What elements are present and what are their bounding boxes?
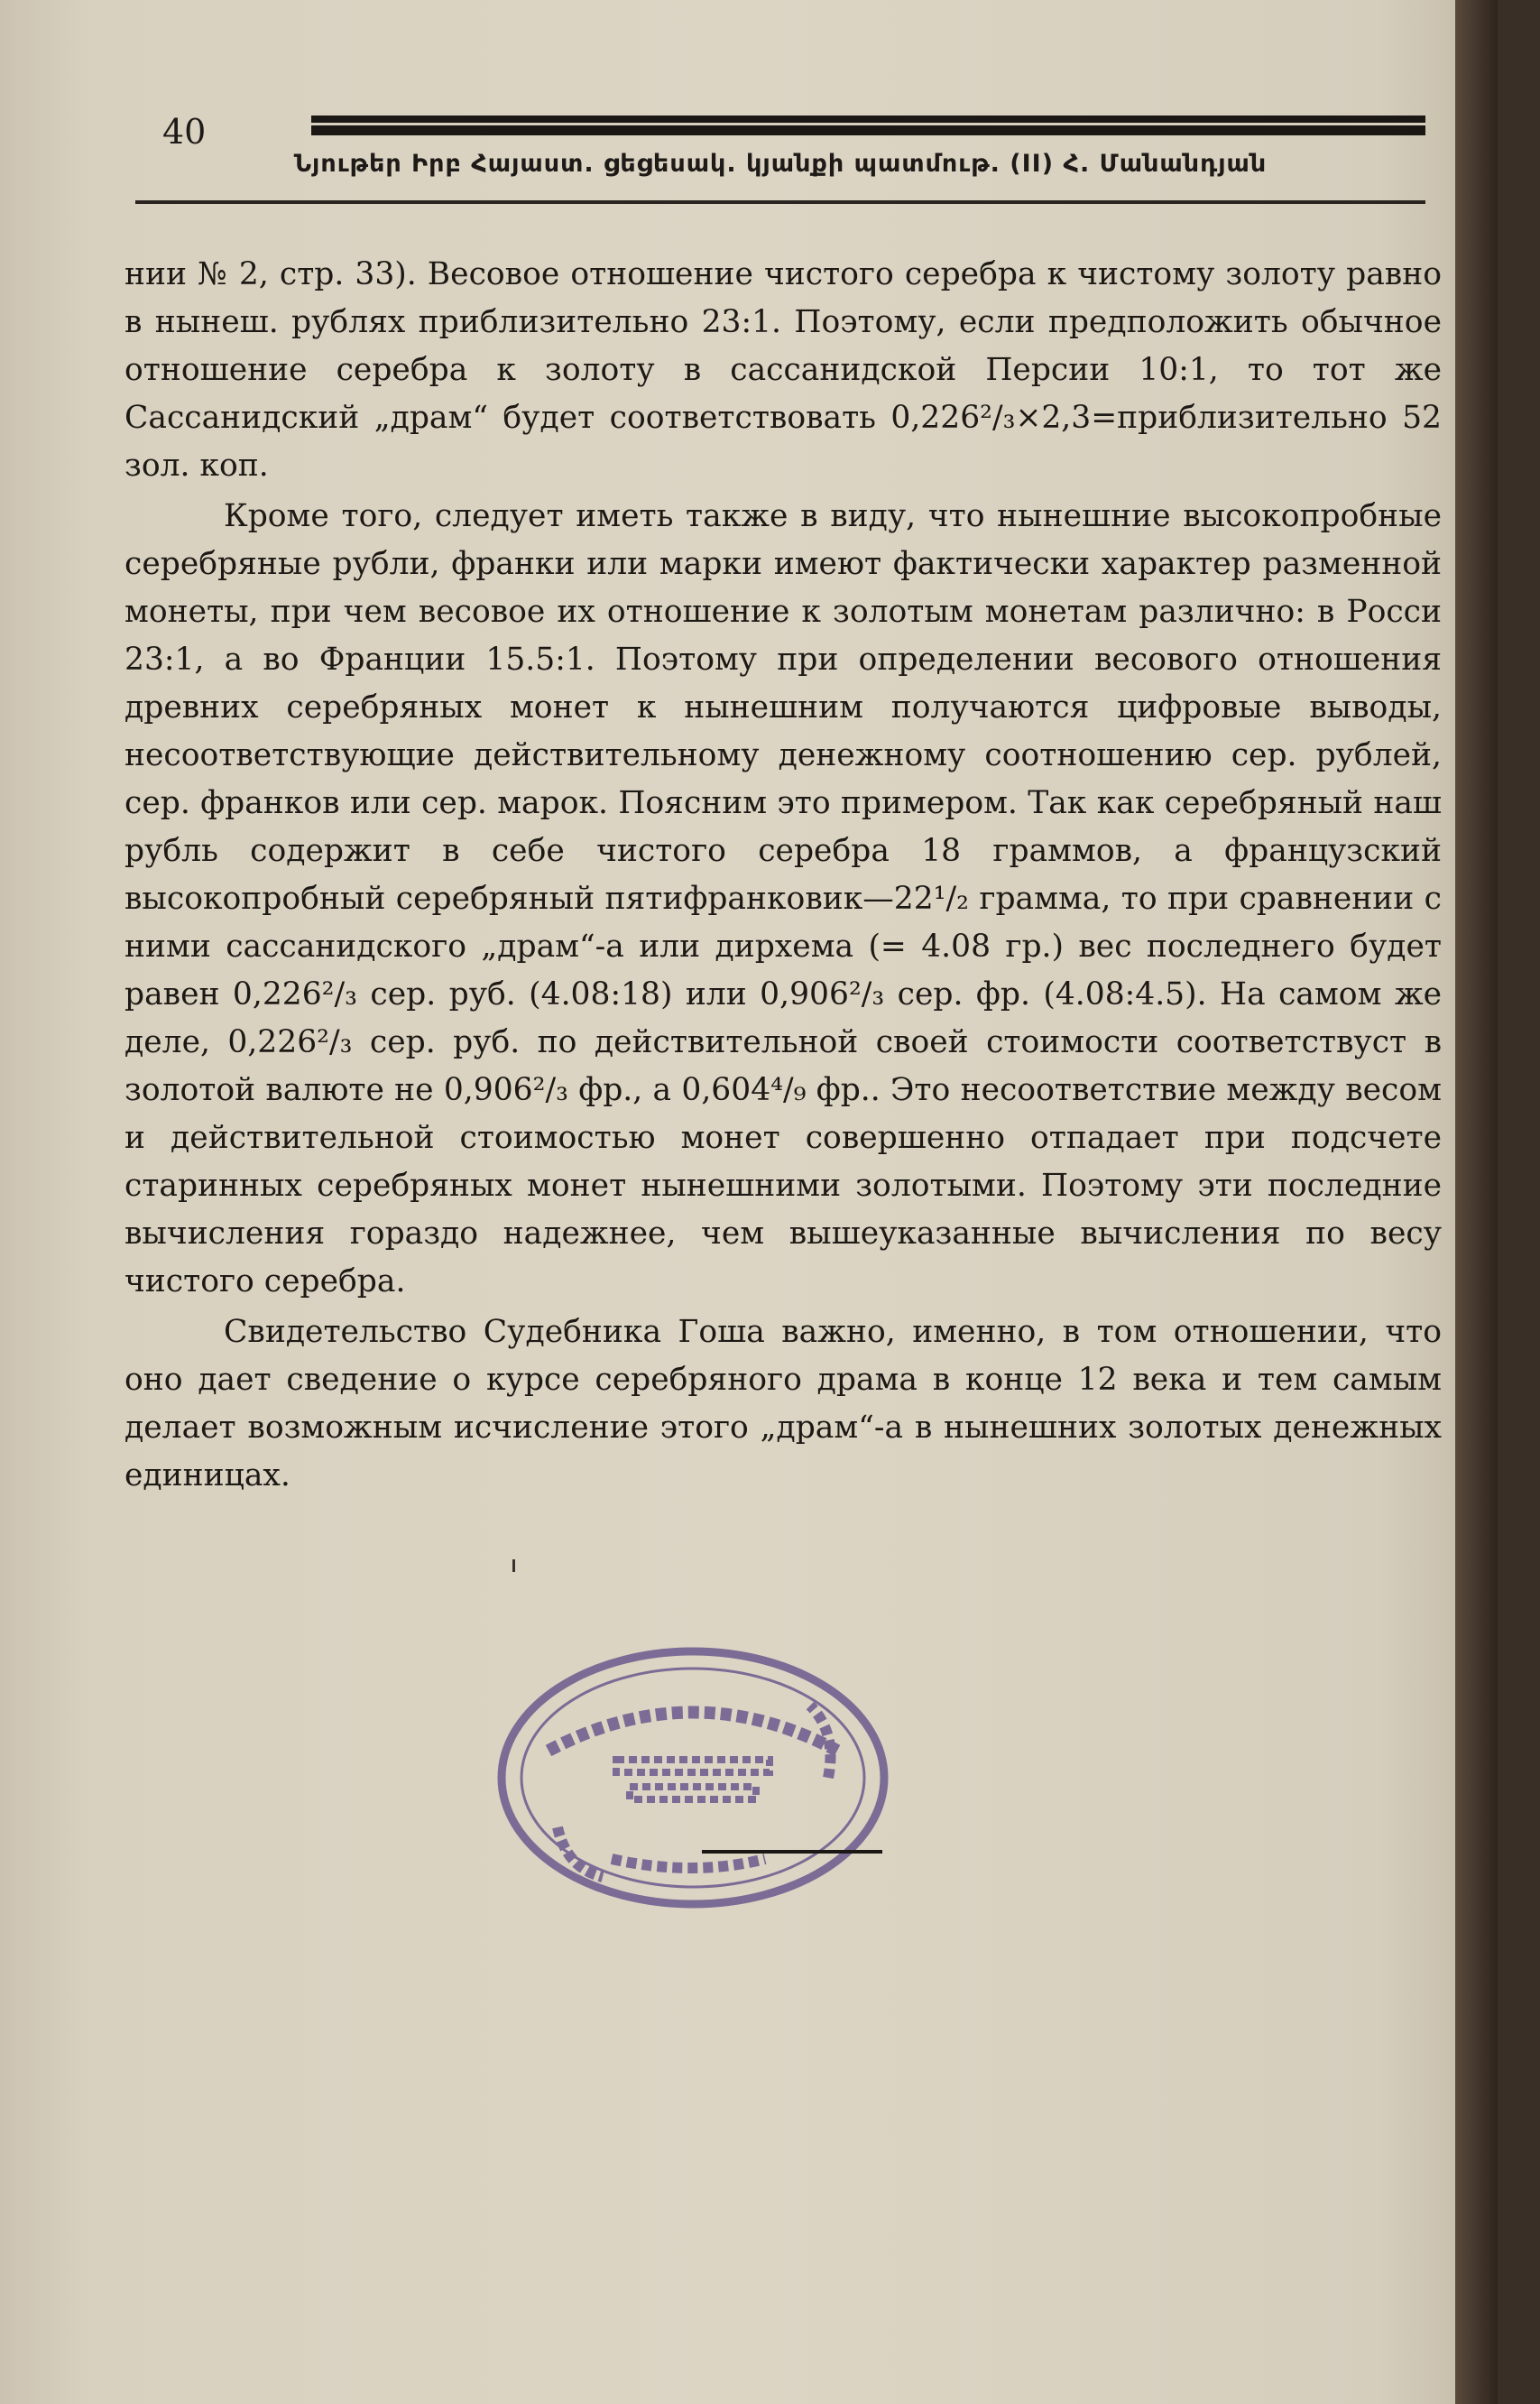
stamp-arc-lettering — [549, 1713, 837, 1752]
paragraph-continuation: нии № 2, стр. 33). Весовое отношение чистого серебра к чистому золоту равно в нынеш. рублях приблизительно 23:1. Поэтому, если предположить обычное отношение серебра к золоту в сассанидской Персии 10:1, то тот же Сассанидский „драм“ будет соответствовать 0,226²/₃×2,3=приблизительно 52 зол. коп. — [124, 256, 1442, 484]
stamp-bottom-lettering — [612, 1859, 765, 1868]
stamp-center-line — [630, 1787, 756, 1799]
page-number: 40 — [162, 112, 207, 152]
header-rule-thin — [135, 200, 1425, 204]
body-text — [124, 251, 1442, 1500]
library-stamp — [494, 1642, 891, 1913]
scan-edge — [1455, 0, 1498, 2404]
paragraph: Свидетельство Судебника Гоша важно, именно, в том отношении, что оно дает сведение о курсе серебряного драма в конце 12 века и тем самым делает возможным исчисление этого „драм“-а в нынешних золотых денежных единицах. — [124, 1314, 1442, 1493]
paragraph: Кроме того, следует иметь также в виду, что нынешние высокопробные серебряные рубли, франки или марки имеют фактически характер разменной монеты, при чем весовое их отношение к золотым монетам различно: в Росси 23:1, а во Франции 15.5:1. Поэтому при определении весового отношения древних серебряных монет к нынешним получаются цифровые выводы, несоответствующие действительному денежному соотношению сер. рублей, сер. франков или сер. марок. Поясним это примером. Так как серебряный наш рубль содержит в себе чистого серебра 18 граммов, а французский высокопробный серебряный пятифранковик—22¹/₂ грамма, то при сравнении с ними сассанидского „драм“-а или дирхема (= 4.08 гр.) вес последнего будет равен 0,226²/₃ сер. руб. (4.08:18) или 0,906²/₃ сер. фр. (4.08:4.5). На самом же деле, 0,226²/₃ сер. руб. по действительной своей стоимости соответствуст в золотой валюте не 0,906²/₃ фр., а 0,604⁴/₉ фр.. Это несоответствие между весом и действительной стоимостью монет совершенно отпадает при подсчете старинных серебряных монет нынешними золотыми. Поэтому эти последние вычисления гораздо надежнее, чем вышеуказанные вычисления по весу чистого серебра. — [124, 498, 1442, 1299]
header-rule-thick — [311, 116, 1425, 135]
stamp-center-line — [616, 1760, 770, 1772]
running-title: Նյութեր Իրբ Հայաստ. ցեցեսակ. կյանքի պատմութ. (II) Հ. Մանանդյան — [293, 150, 1268, 178]
ink-speck — [512, 1559, 515, 1572]
